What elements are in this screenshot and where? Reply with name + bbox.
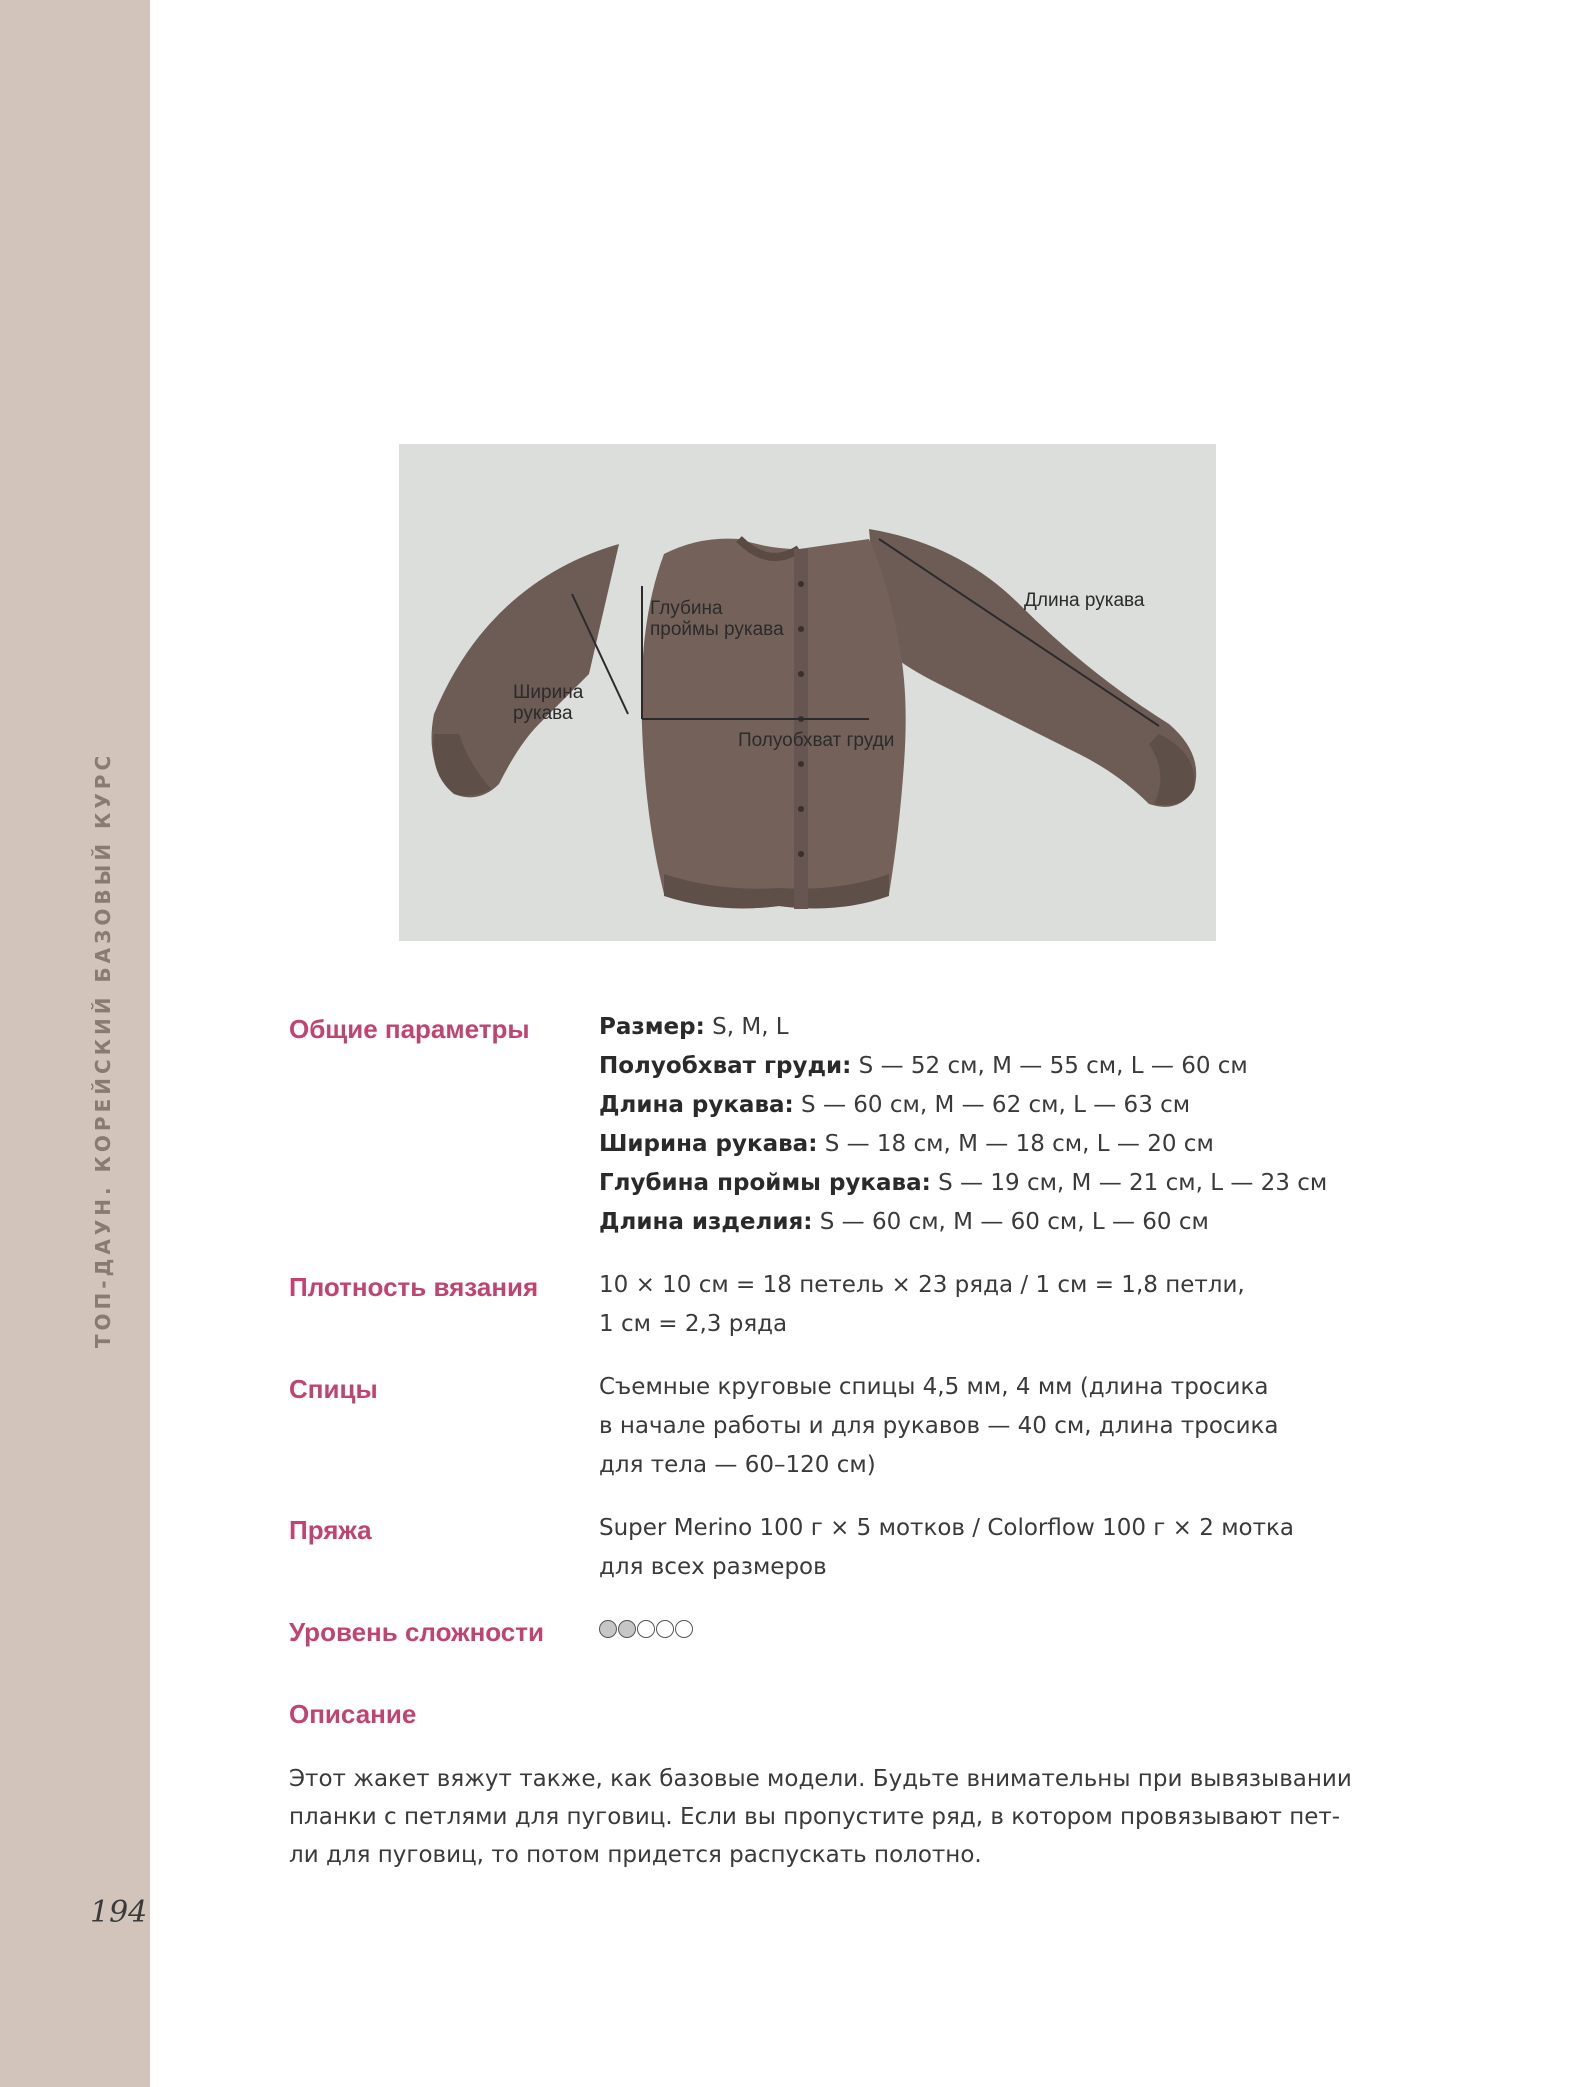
page-number: 194 bbox=[90, 1895, 148, 1930]
description-title: Описание bbox=[289, 1699, 417, 1729]
spec-label-gauge: Плотность вязания bbox=[289, 1272, 539, 1302]
difficulty-circle-filled bbox=[618, 1620, 636, 1638]
spec-row-needles bbox=[289, 1368, 1329, 1485]
spec-value-yarn bbox=[599, 1509, 1294, 1587]
spec-row-gauge bbox=[289, 1266, 1329, 1344]
spec-row-difficulty bbox=[289, 1611, 1329, 1652]
difficulty-circle-empty bbox=[675, 1620, 693, 1638]
running-title-text: ТОП-ДАУН. КОРЕЙСКИЙ БАЗОВЫЙ КУРС bbox=[91, 751, 115, 1349]
difficulty-rating bbox=[599, 1611, 693, 1652]
spec-line: Размер: S, M, L bbox=[599, 1014, 789, 1040]
label-half-chest: Полуобхват груди bbox=[738, 730, 895, 751]
spec-line: Глубина проймы рукава: S — 19 см, M — 21 см, L — 23 см bbox=[599, 1170, 1328, 1196]
spec-line: Съемные круговые спицы 4,5 мм, 4 мм (длина тросика bbox=[599, 1374, 1269, 1400]
cardigan-photo bbox=[399, 444, 1216, 941]
spec-line: 10 × 10 см = 18 петель × 23 ряда / 1 см = 1,8 петли, bbox=[599, 1272, 1245, 1298]
spec-line: для всех размеров bbox=[599, 1554, 827, 1580]
label-armhole-depth: Глубина проймы рукава bbox=[650, 598, 784, 640]
spec-line: Ширина рукава: S — 18 см, M — 18 см, L — 20 см bbox=[599, 1131, 1214, 1157]
spec-label-yarn: Пряжа bbox=[289, 1515, 372, 1545]
label-sleeve-width: Ширина рукава bbox=[513, 682, 584, 724]
spec-line: Длина изделия: S — 60 см, M — 60 см, L — 60 см bbox=[599, 1209, 1209, 1235]
spec-row-general bbox=[289, 1008, 1329, 1242]
spec-label-general: Общие параметры bbox=[289, 1014, 530, 1044]
spec-value-general bbox=[599, 1008, 1327, 1242]
description-line: Этот жакет вяжут также, как базовые модели. Будьте внимательны при вывязывании bbox=[289, 1766, 1352, 1792]
difficulty-circles bbox=[599, 1611, 693, 1638]
difficulty-circle-filled bbox=[599, 1620, 617, 1638]
spec-line: в начале работы и для рукавов — 40 см, длина тросика bbox=[599, 1413, 1279, 1439]
spec-row-yarn bbox=[289, 1509, 1329, 1587]
spec-label-needles: Спицы bbox=[289, 1374, 378, 1404]
spec-line: Super Merino 100 г × 5 мотков / Colorflow 100 г × 2 мотка bbox=[599, 1515, 1295, 1541]
spec-line: Полуобхват груди: S — 52 см, M — 55 см, L — 60 см bbox=[599, 1053, 1248, 1079]
description-line: ли для пуговиц, то потом придется распускать полотно. bbox=[289, 1842, 982, 1868]
sidebar bbox=[0, 0, 150, 2087]
spec-value-gauge bbox=[599, 1266, 1245, 1344]
spec-line: 1 см = 2,3 ряда bbox=[599, 1311, 788, 1337]
difficulty-circle-empty bbox=[637, 1620, 655, 1638]
difficulty-circle-empty bbox=[656, 1620, 674, 1638]
label-sleeve-length: Длина рукава bbox=[1024, 590, 1145, 611]
spec-line: для тела — 60–120 см) bbox=[599, 1452, 876, 1478]
spec-line: Длина рукава: S — 60 см, M — 62 см, L — 63 см bbox=[599, 1092, 1191, 1118]
spec-label-difficulty: Уровень сложности bbox=[289, 1617, 544, 1647]
description-text bbox=[289, 1760, 1352, 1874]
specs-table bbox=[289, 1008, 1329, 1652]
description-line: планки с петлями для пуговиц. Если вы пропустите ряд, в котором провязывают пет- bbox=[289, 1804, 1341, 1830]
spec-value-needles bbox=[599, 1368, 1279, 1485]
